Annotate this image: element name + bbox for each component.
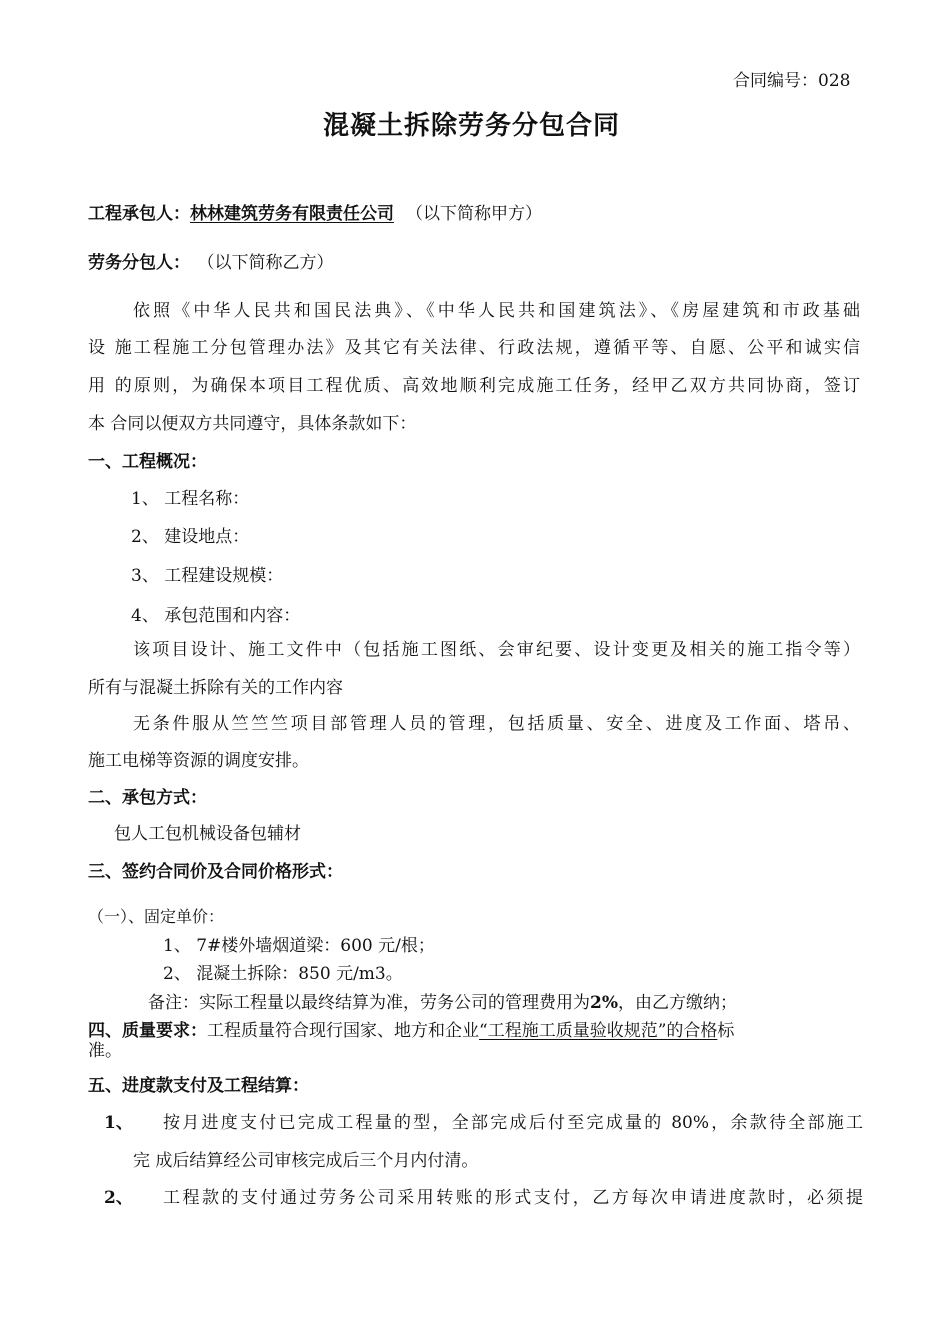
section2-text: 包人工包机械设备包辅材 [114,824,301,844]
contractor-label: 工程承包人： [88,204,190,224]
subcontractor-note: （以下简称乙方） [206,253,334,273]
contract-number: 合同编号：028 [733,71,851,91]
remark-percent: 2% [590,993,618,1013]
contractor-name: 林林建筑劳务有限责任公司 [190,204,394,224]
scope-line-2: 所有与混凝土拆除有关的工作内容 [88,678,343,698]
section4-standard: “工程施工质量验收规范”的合格 [479,1021,718,1041]
contractor-note: （以下简称甲方） [406,204,542,224]
section4-tail: 标 [717,1021,735,1041]
section5-item2-number: 2、 [104,1188,133,1208]
section4-heading: 四、质量要求： [88,1021,207,1041]
subcontractor-label: 劳务分包人： [88,253,190,273]
scope-line-1: 该项目设计、施工文件中（包括施工图纸、会审纪要、设计变更及相关的施工指令等） [133,640,860,660]
section4-line [88,1020,734,1042]
section3-sub: （一）、固定单价： [88,907,225,926]
section1-item-2: 2、 建设地点： [131,527,250,547]
section5-item1-line1: 按月进度支付已完成工程量的型，全部完成后付至完成量的 80%，余款待全部施工 [163,1113,863,1133]
section3-item-2: 2、 混凝土拆除：850 元/m3。 [163,964,403,984]
section4-text: 工程质量符合现行国家、地方和企业 [207,1021,479,1041]
section2-heading: 二、承包方式： [88,788,207,808]
section5-item1-number: 1、 [104,1113,133,1133]
section1-item-4: 4、 承包范围和内容： [131,606,301,626]
section4-cont: 准。 [88,1041,122,1061]
section1-heading: 一、工程概况： [88,452,207,472]
document-title: 混凝土拆除劳务分包合同 [323,111,621,141]
preamble-line-3: 用 的原则，为确保本项目工程优质、高效地顺利完成施工任务，经甲乙双方共同协商，签订 [88,376,860,396]
section5-item1-line2: 完 成后结算经公司审核完成后三个月内付清。 [133,1151,479,1171]
contractor-line [88,203,542,225]
preamble-line-2: 设 施工程施工分包管理办法》及其它有关法律、行政法规，遵循平等、自愿、公平和诚实信 [88,338,860,358]
preamble-line-4: 本 合同以便双方共同遵守，具体条款如下： [88,414,417,434]
remark-text: 备注：实际工程量以最终结算为准，劳务公司的管理费用为 [148,993,590,1013]
obey-line-2: 施工电梯等资源的调度安排。 [88,751,309,771]
section5-item2-line1: 工程款的支付通过劳务公司采用转账的形式支付，乙方每次申请进度款时，必须提 [163,1188,863,1208]
obey-line-1: 无条件服从竺竺竺项目部管理人员的管理，包括质量、安全、进度及工作面、塔吊、 [133,714,860,734]
section5-heading: 五、进度款支付及工程结算： [88,1076,309,1096]
section3-item-1: 1、 7#楼外墙烟道梁：600 元/根； [163,936,435,956]
remark-tail: ，由乙方缴纳； [617,993,737,1013]
subcontractor-line [88,252,334,274]
section1-item-3: 3、 工程建设规模： [131,566,284,586]
preamble-line-1: 依照《中华人民共和国民法典》、《中华人民共和国建筑法》、《房屋建筑和市政基础 [133,301,860,321]
section1-item-1: 1、 工程名称： [131,489,250,509]
section3-remark [148,992,737,1014]
section3-heading: 三、签约合同价及合同价格形式： [88,862,343,882]
